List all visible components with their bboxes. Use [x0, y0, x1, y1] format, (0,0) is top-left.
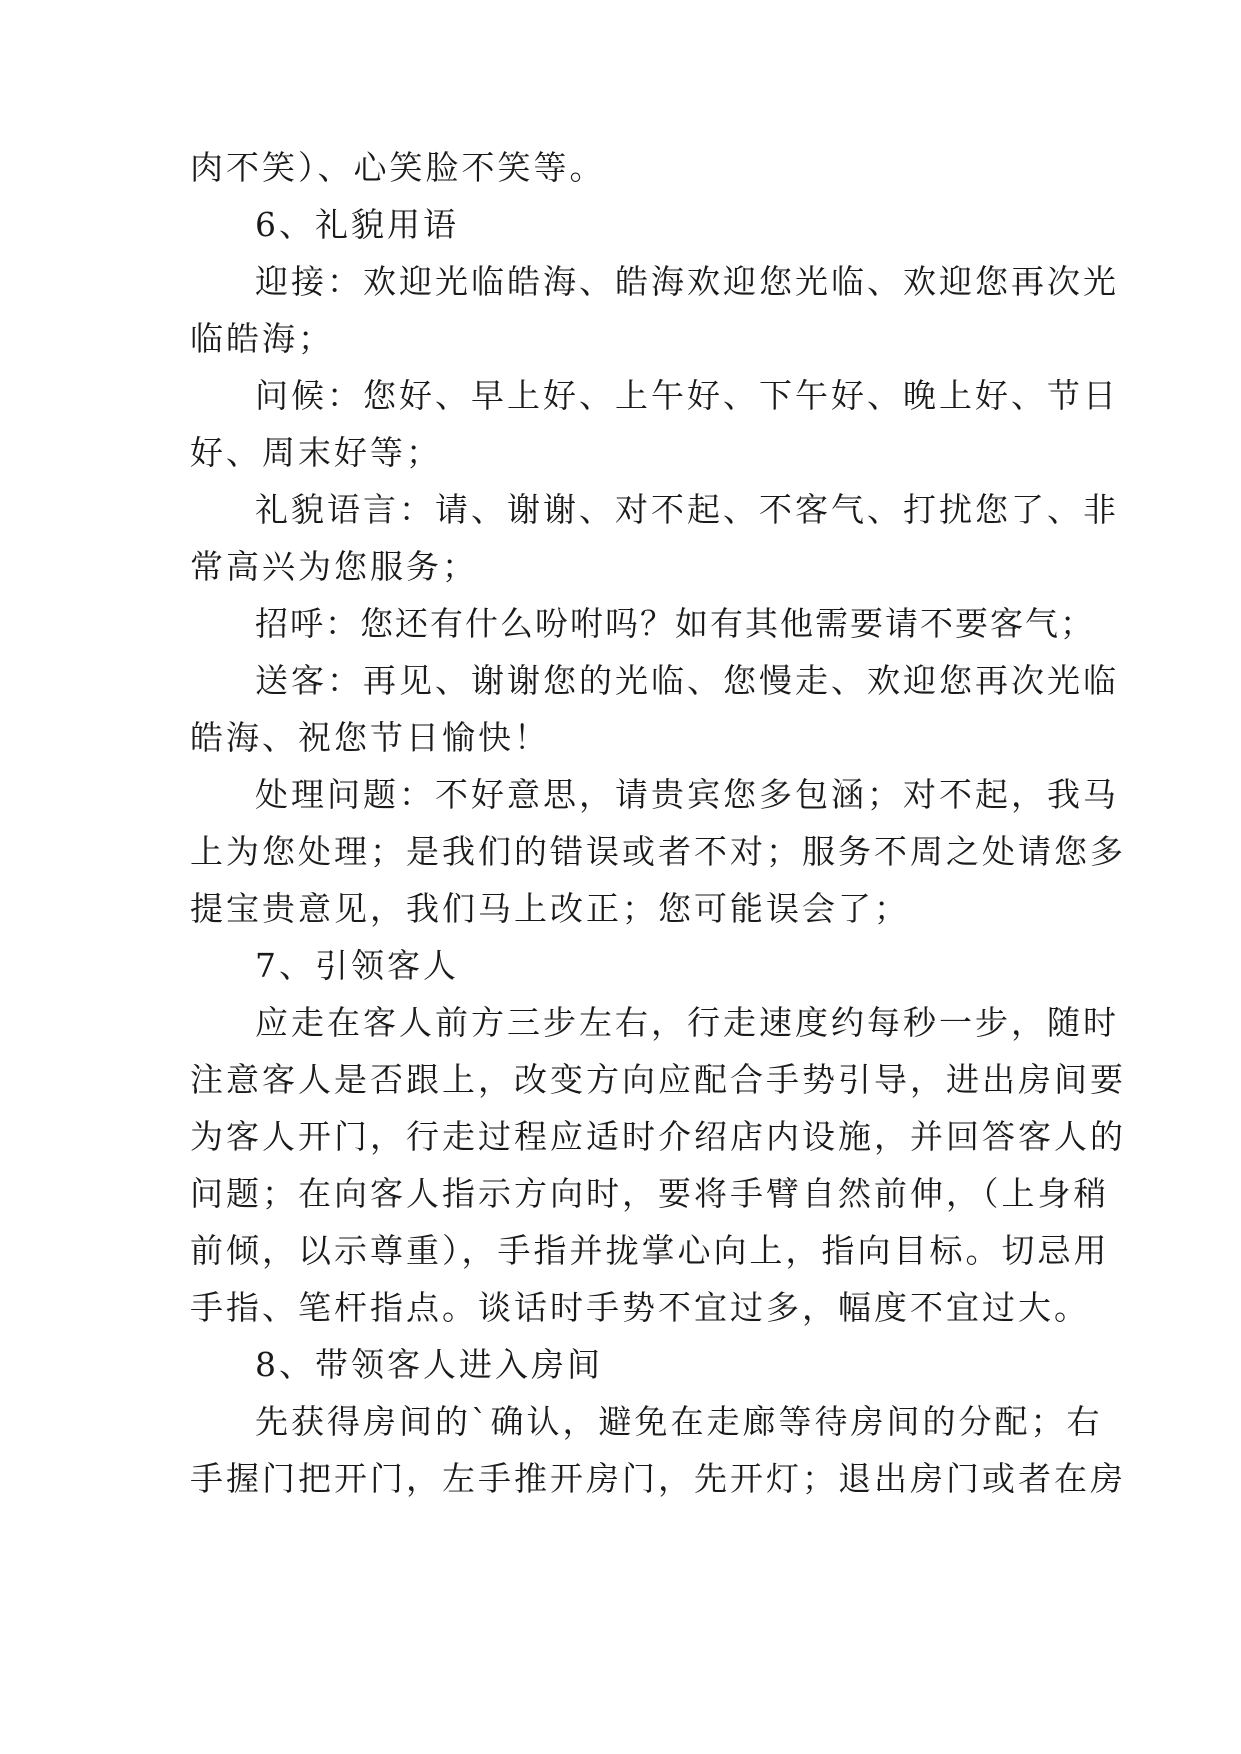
paragraph-line: 注意客人是否跟上，改变方向应配合手势引导，进出房间要 [190, 1060, 1126, 1099]
paragraph-line: 问候：您好、早上好、上午好、下午好、晚上好、节日 [255, 376, 1119, 415]
paragraph-line: 先获得房间的`确认，避免在走廊等待房间的分配；右 [255, 1402, 1103, 1441]
paragraph-line: 常高兴为您服务； [190, 547, 478, 586]
paragraph-line: 为客人开门，行走过程应适时介绍店内设施，并回答客人的 [190, 1117, 1126, 1156]
paragraph-line: 手握门把开门，左手推开房门，先开灯；退出房门或者在房 [190, 1459, 1126, 1498]
paragraph-line: 迎接：欢迎光临皓海、皓海欢迎您光临、欢迎您再次光 [255, 262, 1119, 301]
paragraph-line: 应走在客人前方三步左右，行走速度约每秒一步，随时 [255, 1003, 1119, 1042]
paragraph-line: 招呼：您还有什么吩咐吗？如有其他需要请不要客气； [255, 604, 1095, 643]
paragraph-line: 提宝贵意见，我们马上改正；您可能误会了； [190, 889, 910, 928]
paragraph-line: 送客：再见、谢谢您的光临、您慢走、欢迎您再次光临 [255, 661, 1119, 700]
paragraph-line: 前倾，以示尊重），手指并拢掌心向上，指向目标。切忌用 [190, 1231, 1110, 1270]
paragraph-line: 皓海、祝您节日愉快！ [190, 718, 550, 757]
paragraph-line: 临皓海； [190, 319, 334, 358]
paragraph-line: 好、周末好等； [190, 433, 442, 472]
section-heading: 7、引领客人 [255, 946, 459, 985]
section-heading: 6、礼貌用语 [255, 205, 459, 244]
paragraph-line: 礼貌语言：请、谢谢、对不起、不客气、打扰您了、非 [255, 490, 1119, 529]
paragraph-line: 问题；在向客人指示方向时，要将手臂自然前伸，（上身稍 [190, 1174, 1110, 1213]
paragraph-line: 手指、笔杆指点。谈话时手势不宜过多，幅度不宜过大。 [190, 1288, 1090, 1327]
paragraph-line: 处理问题：不好意思，请贵宾您多包涵；对不起，我马 [255, 775, 1119, 814]
paragraph-line: 肉不笑）、心笑脸不笑等。 [190, 148, 606, 187]
paragraph-line: 上为您处理；是我们的错误或者不对；服务不周之处请您多 [190, 832, 1126, 871]
section-heading: 8、带领客人进入房间 [255, 1345, 603, 1384]
